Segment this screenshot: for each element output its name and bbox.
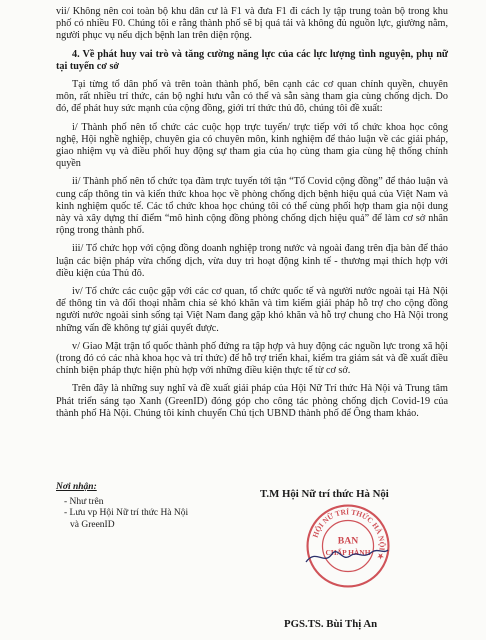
body-paragraph: iv/ Tổ chức các cuộc gặp với các cơ quan, tổ chức quốc tế và người nước ngoài tại Hà Nội để thông tin và đối thoại nhằm chia sẻ khó khăn và tìm kiếm giải pháp hỗ trợ cho cộng đồng người nước ngoài sinh sống tại Việt Nam đang gặp khó khăn và hỗ trợ chung cho Hà Nội trong những vấn đề không tự giải quyết được. — [56, 286, 448, 334]
svg-text:BAN: BAN — [337, 535, 359, 547]
recipient-item: và GreenID — [70, 519, 115, 530]
recipients-title: Nơi nhận: — [56, 482, 97, 492]
svg-text:CHẤP HÀNH: CHẤP HÀNH — [325, 547, 371, 557]
recipients-block — [56, 482, 236, 531]
recipient-item: - Như trên — [64, 496, 104, 507]
body-paragraph: Tại từng tổ dân phố và trên toàn thành phố, bên cạnh các cơ quan chính quyền, chuyên môn, rất nhiều trí thức, cán bộ nghỉ hưu vẫn có thể và sẵn sàng tham gia cùng chống dịch. Do đó, để phát huy sức mạnh của cộng đồng, giới trí thức thủ đô, chúng tôi đề xuất: — [56, 79, 448, 115]
handwritten-signature — [302, 544, 392, 568]
section-heading: 4. Về phát huy vai trò và tăng cường năng lực của các lực lượng tình nguyện, phụ nữ tại tuyến cơ sở — [56, 48, 448, 72]
body-paragraph: iii/ Tổ chức họp với cộng đồng doanh nghiệp trong nước và ngoài đang trên địa bàn để thảo luận các biện pháp vừa chống dịch, vừa duy trì hoạt động kinh tế - thương mại thích hợp với điều kiện của Thủ đô. — [56, 243, 448, 279]
body-paragraph: v/ Giao Mặt trận tổ quốc thành phố đứng ra tập hợp và huy động các nguồn lực trong xã hội (trong đó có các nhà khoa học và trí thức) để hỗ trợ triển khai, kiểm tra giám sát và đề xuất điều chỉnh biện pháp thực hiện phù hợp với những điều kiện thực tế từ cơ sở. — [56, 340, 448, 377]
recipient-item: - Lưu vp Hội Nữ trí thức Hà Nội — [64, 508, 189, 518]
body-paragraph: i/ Thành phố nên tổ chức các cuộc họp trực tuyến/ trực tiếp với tổ chức khoa học công nghệ, Hội nghề nghiệp, chuyên gia có chuyên môn, kinh nghiệm để thảo luận về các giải pháp, giao nhiệm vụ và điều phối huy động sự tham gia của họ cùng tham gia cùng hệ thống chính quyền — [56, 121, 448, 170]
body-paragraph: ii/ Thành phố nên tổ chức tọa đàm trực tuyến tới tận “Tổ Covid cộng đồng” để thảo luận và cung cấp thông tin và kiến thức khoa học về phòng chống dịch bệnh hiệu quả của Việt Nam và kinh nghiệm quốc tế. Các tổ chức khoa học chúng tôi có thể cùng phối hợp tham gia nội dung này và xây dựng thí điểm “mô hình cộng đồng phòng chống dịch hiệu quả” để làm cơ sở nhân rộng trong thành phố. — [56, 176, 448, 237]
body-paragraph: vii/ Không nên coi toàn bộ khu dân cư là F1 và đưa F1 đi cách ly tập trung toàn bộ trong khu phố có nhiều F0. Chúng tôi e rằng thành phố sẽ bị quá tải và không đủ nguồn lực, giường nằm, người phục vụ nếu dịch bệnh lan trên diện rộng. — [56, 6, 448, 42]
letter-footer — [56, 482, 456, 632]
body-paragraph: Trên đây là những suy nghĩ và đề xuất giải pháp của Hội Nữ Trí thức Hà Nội và Trung tâm Phát triển sáng tạo Xanh (GreenID) đóng góp cho công tác phòng chống dịch Covid-19 của thành phố Hà Nội. Chúng tôi kính chuyển Chủ tịch UBND thành phố để Ông tham khảo. — [56, 383, 448, 419]
signer-name: PGS.TS. Bùi Thị An — [284, 618, 378, 630]
signing-organization: T.M Hội Nữ trí thức Hà Nội — [260, 488, 389, 500]
svg-text:HỘI NỮ TRÍ THỨC HÀ NỘI ★: HỘI NỮ TRÍ THỨC HÀ NỘI ★ — [310, 507, 387, 561]
letter-body — [56, 6, 448, 426]
